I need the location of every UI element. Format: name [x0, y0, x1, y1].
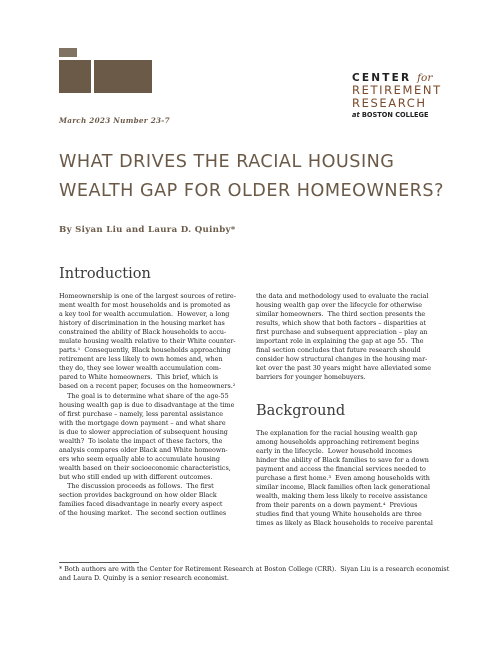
text-line: similar income, Black families often lack generational — [256, 483, 431, 492]
text-line: early in the lifecycle. Lower household incomes — [256, 447, 412, 456]
footnote — [59, 565, 449, 583]
text-line: consider how structural changes in the housing mar- — [256, 355, 428, 364]
text-line: final section concludes that future research should — [256, 346, 421, 355]
footnote-line: * Both authors are with the Center for Retirement Research at Boston College (CRR). Siyan Liu is a research economist — [59, 565, 450, 573]
header-block-center — [94, 60, 152, 93]
text-line: analysis compares older Black and White homeown- — [59, 445, 228, 454]
text-line: ers who seem equally able to accumulate housing — [59, 454, 220, 463]
crr-logo — [352, 72, 462, 119]
text-line: but who still ended up with different outcomes. — [59, 472, 213, 481]
brief-title — [59, 148, 479, 206]
text-line: wealth, making them less likely to receive assistance — [256, 492, 428, 501]
logo-line-research: RESEARCH — [352, 96, 427, 110]
text-line: the data and methodology used to evaluate the racial — [256, 292, 429, 300]
text-line: similar homeowners. The third section presents the — [256, 310, 426, 319]
header-block-left — [59, 60, 91, 93]
logo-line-center: CENTER for — [352, 72, 433, 84]
footnote-line: and Laura D. Quinby is a senior research economist. — [59, 574, 229, 582]
text-line: The goal is to determine what share of the age-55 — [59, 391, 229, 400]
text-line: parts.¹ Consequently, Black households approaching — [59, 346, 231, 355]
text-line: families faced disadvantage in nearly every aspect — [59, 500, 223, 509]
text-line: ket over the past 30 years might have alleviated some — [256, 364, 432, 373]
text-line: of the housing market. The second section outlines — [59, 509, 227, 518]
text-line: The explanation for the racial housing wealth gap — [256, 429, 418, 437]
text-line: wealth based on their socioeconomic characteristics, — [59, 463, 231, 472]
intro-left-column — [59, 292, 236, 518]
title-line-1: WHAT DRIVES THE RACIAL HOUSING — [59, 152, 395, 172]
logo-line-retirement: RETIREMENT — [352, 83, 442, 97]
text-line: retirement are less likely to own homes and, when — [59, 355, 223, 364]
text-line: ment wealth for most households and is promoted as — [59, 301, 231, 310]
text-line: times as likely as Black households to receive parental — [256, 519, 433, 528]
text-line: housing wealth gap is due to disadvantage at the time — [59, 400, 235, 409]
text-line: purchase a first home.³ Even among households with — [256, 474, 430, 483]
text-line: Homeownership is one of the largest sources of retire- — [59, 292, 236, 300]
title-line-2: WEALTH GAP FOR OLDER HOMEOWNERS? — [59, 181, 444, 201]
text-line: based on a recent paper, focuses on the homeowners.² — [59, 382, 236, 391]
text-line: of first purchase – namely, less parental assistance — [59, 409, 224, 418]
text-line: history of discrimination in the housing market has — [59, 319, 225, 328]
background-column — [256, 429, 433, 529]
text-line: among households approaching retirement begins — [256, 438, 420, 447]
text-line: payment and access the financial services needed to — [256, 465, 426, 474]
text-line: housing wealth gap over the lifecycle for otherwise — [256, 301, 423, 310]
text-line: studies find that young White households are three — [256, 510, 422, 519]
text-line: results, which show that both factors – disparities at — [256, 319, 426, 328]
header-block-top-small — [59, 48, 77, 57]
text-line: mulate housing wealth relative to their White counter- — [59, 337, 236, 346]
text-line: hinder the ability of Black families to save for a down — [256, 456, 429, 465]
text-line: section provides background on how older Black — [59, 491, 217, 500]
logo-line-boston-college: at BOSTON COLLEGE — [352, 111, 429, 119]
text-line: barriers for younger homebuyers. — [256, 373, 366, 382]
text-line: they do, they see lower wealth accumulation com- — [59, 364, 222, 373]
issue-number: March 2023 Number 23-7 — [59, 116, 170, 125]
text-line: first purchase and subsequent appreciation – play an — [256, 328, 428, 337]
text-line: from their parents on a down payment.⁴ Previous — [256, 501, 418, 510]
authors-line: By Siyan Liu and Laura D. Quinby* — [59, 225, 236, 235]
text-line: wealth? To isolate the impact of these factors, the — [59, 436, 223, 445]
intro-right-column — [256, 292, 431, 382]
text-line: pared to White homeowners. This brief, which is — [59, 373, 219, 382]
text-line: is due to slower appreciation of subsequent housing — [59, 427, 228, 436]
intro-heading: Introduction — [59, 266, 151, 282]
text-line: constrained the ability of Black households to accu- — [59, 328, 227, 337]
footnote-rule — [59, 562, 139, 563]
text-line: with the mortgage down payment – and what share — [59, 418, 226, 427]
text-line: important role in explaining the gap at age 55. The — [256, 337, 424, 346]
background-heading: Background — [256, 403, 346, 419]
text-line: a key tool for wealth accumulation. However, a long — [59, 310, 230, 319]
text-line: The discussion proceeds as follows. The first — [59, 481, 214, 490]
